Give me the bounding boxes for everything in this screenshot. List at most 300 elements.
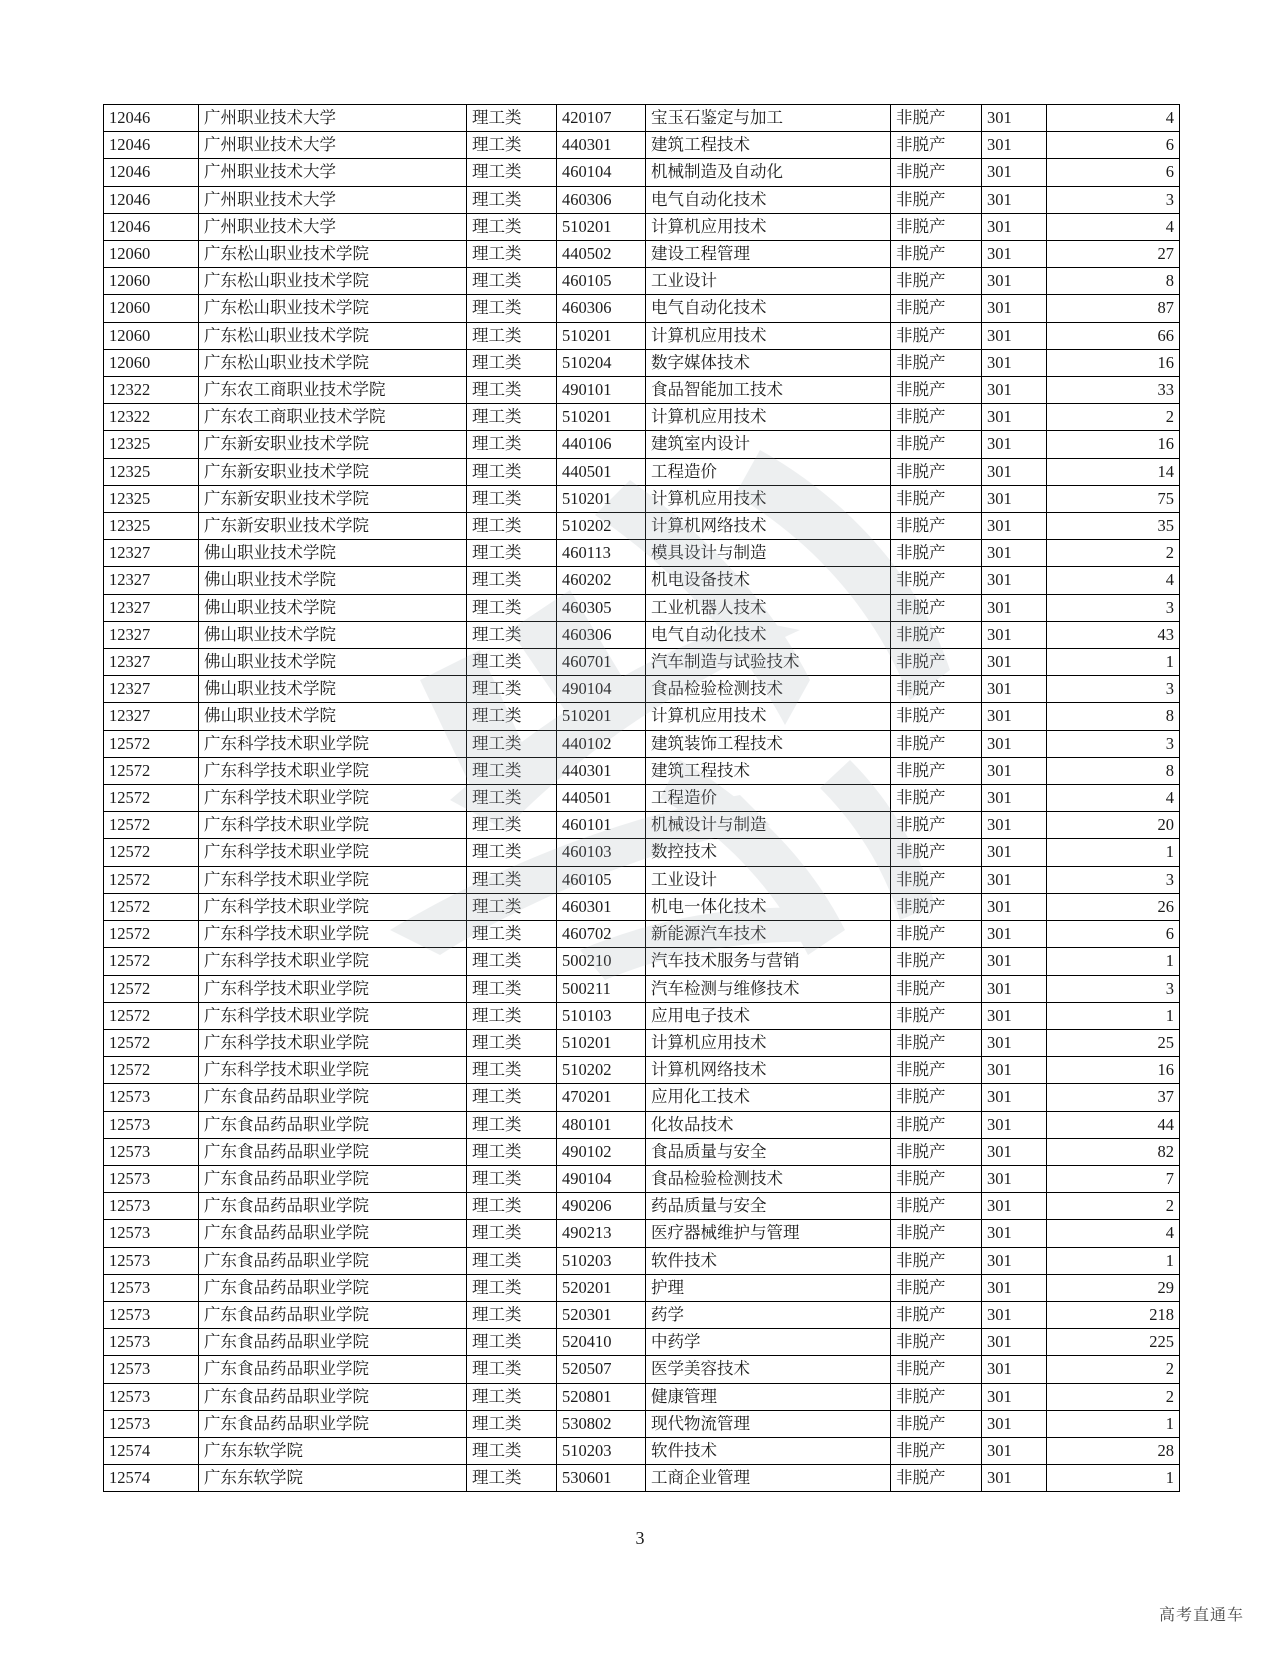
cell-plan-count: 8 [1047, 757, 1180, 784]
cell-plan-count: 27 [1047, 241, 1180, 268]
table-row [104, 377, 1180, 404]
table-row [104, 295, 1180, 322]
cell-study-mode: 非脱产 [891, 1084, 982, 1111]
cell-school-code: 12327 [104, 703, 199, 730]
table-row [104, 1383, 1180, 1410]
cell-batch: 301 [982, 621, 1047, 648]
cell-school-code: 12572 [104, 893, 199, 920]
cell-batch: 301 [982, 1329, 1047, 1356]
cell-school-name: 广东食品药品职业学院 [199, 1356, 467, 1383]
cell-batch: 301 [982, 377, 1047, 404]
cell-study-mode: 非脱产 [891, 839, 982, 866]
cell-school-name: 广州职业技术大学 [199, 186, 467, 213]
cell-major-code: 490213 [557, 1220, 646, 1247]
cell-school-name: 广东科学技术职业学院 [199, 812, 467, 839]
cell-batch: 301 [982, 1437, 1047, 1464]
cell-batch: 301 [982, 268, 1047, 295]
cell-batch: 301 [982, 921, 1047, 948]
cell-study-mode: 非脱产 [891, 322, 982, 349]
cell-school-code: 12060 [104, 349, 199, 376]
cell-major-name: 数控技术 [646, 839, 891, 866]
cell-batch: 301 [982, 866, 1047, 893]
cell-major-code: 520301 [557, 1301, 646, 1328]
cell-major-name: 软件技术 [646, 1247, 891, 1274]
cell-plan-count: 26 [1047, 893, 1180, 920]
cell-study-mode: 非脱产 [891, 1274, 982, 1301]
cell-plan-count: 1 [1047, 1465, 1180, 1492]
cell-plan-count: 2 [1047, 1383, 1180, 1410]
cell-plan-count: 8 [1047, 268, 1180, 295]
cell-study-mode: 非脱产 [891, 1410, 982, 1437]
cell-plan-count: 7 [1047, 1165, 1180, 1192]
cell-category: 理工类 [467, 1165, 557, 1192]
table-row [104, 975, 1180, 1002]
cell-study-mode: 非脱产 [891, 975, 982, 1002]
cell-school-code: 12572 [104, 757, 199, 784]
cell-school-name: 广东科学技术职业学院 [199, 975, 467, 1002]
cell-major-code: 500211 [557, 975, 646, 1002]
cell-batch: 301 [982, 186, 1047, 213]
cell-school-name: 广州职业技术大学 [199, 105, 467, 132]
cell-study-mode: 非脱产 [891, 349, 982, 376]
cell-major-name: 食品智能加工技术 [646, 377, 891, 404]
cell-category: 理工类 [467, 241, 557, 268]
cell-category: 理工类 [467, 1383, 557, 1410]
cell-batch: 301 [982, 839, 1047, 866]
cell-study-mode: 非脱产 [891, 295, 982, 322]
cell-study-mode: 非脱产 [891, 458, 982, 485]
cell-category: 理工类 [467, 1220, 557, 1247]
cell-plan-count: 16 [1047, 1057, 1180, 1084]
table-row [104, 213, 1180, 240]
cell-major-name: 工业设计 [646, 268, 891, 295]
cell-plan-count: 2 [1047, 1356, 1180, 1383]
cell-category: 理工类 [467, 105, 557, 132]
cell-major-name: 新能源汽车技术 [646, 921, 891, 948]
cell-batch: 301 [982, 594, 1047, 621]
cell-category: 理工类 [467, 676, 557, 703]
cell-plan-count: 3 [1047, 975, 1180, 1002]
cell-major-code: 460101 [557, 812, 646, 839]
cell-batch: 301 [982, 567, 1047, 594]
cell-school-name: 广东新安职业技术学院 [199, 513, 467, 540]
table-row [104, 921, 1180, 948]
table-row [104, 1247, 1180, 1274]
cell-major-code: 480101 [557, 1111, 646, 1138]
cell-major-name: 计算机应用技术 [646, 404, 891, 431]
table-row [104, 1084, 1180, 1111]
cell-school-name: 广东食品药品职业学院 [199, 1220, 467, 1247]
cell-major-code: 520201 [557, 1274, 646, 1301]
table-row [104, 513, 1180, 540]
cell-school-code: 12573 [104, 1329, 199, 1356]
table-row [104, 1057, 1180, 1084]
cell-study-mode: 非脱产 [891, 1111, 982, 1138]
cell-category: 理工类 [467, 268, 557, 295]
cell-plan-count: 6 [1047, 159, 1180, 186]
cell-school-code: 12572 [104, 730, 199, 757]
table-row [104, 1029, 1180, 1056]
cell-study-mode: 非脱产 [891, 1165, 982, 1192]
cell-school-code: 12572 [104, 975, 199, 1002]
cell-category: 理工类 [467, 1274, 557, 1301]
cell-school-code: 12327 [104, 649, 199, 676]
cell-study-mode: 非脱产 [891, 866, 982, 893]
cell-school-name: 广东新安职业技术学院 [199, 431, 467, 458]
cell-major-name: 机械设计与制造 [646, 812, 891, 839]
cell-school-name: 广东食品药品职业学院 [199, 1084, 467, 1111]
cell-study-mode: 非脱产 [891, 893, 982, 920]
cell-major-code: 460305 [557, 594, 646, 621]
cell-school-name: 广东食品药品职业学院 [199, 1274, 467, 1301]
cell-school-code: 12573 [104, 1165, 199, 1192]
cell-plan-count: 1 [1047, 948, 1180, 975]
cell-study-mode: 非脱产 [891, 159, 982, 186]
cell-plan-count: 4 [1047, 213, 1180, 240]
cell-batch: 301 [982, 132, 1047, 159]
cell-study-mode: 非脱产 [891, 431, 982, 458]
cell-study-mode: 非脱产 [891, 621, 982, 648]
cell-school-name: 广东食品药品职业学院 [199, 1138, 467, 1165]
cell-batch: 301 [982, 404, 1047, 431]
table-row [104, 839, 1180, 866]
cell-plan-count: 4 [1047, 1220, 1180, 1247]
cell-plan-count: 87 [1047, 295, 1180, 322]
table-row [104, 1138, 1180, 1165]
cell-school-code: 12327 [104, 621, 199, 648]
cell-batch: 301 [982, 1111, 1047, 1138]
cell-major-name: 计算机网络技术 [646, 1057, 891, 1084]
cell-category: 理工类 [467, 1437, 557, 1464]
cell-school-code: 12060 [104, 241, 199, 268]
cell-school-code: 12325 [104, 431, 199, 458]
cell-school-code: 12572 [104, 839, 199, 866]
cell-school-code: 12327 [104, 540, 199, 567]
cell-category: 理工类 [467, 785, 557, 812]
cell-batch: 301 [982, 948, 1047, 975]
cell-category: 理工类 [467, 1410, 557, 1437]
cell-school-name: 广州职业技术大学 [199, 159, 467, 186]
cell-study-mode: 非脱产 [891, 812, 982, 839]
cell-school-name: 广东食品药品职业学院 [199, 1193, 467, 1220]
cell-major-name: 汽车制造与试验技术 [646, 649, 891, 676]
cell-school-code: 12046 [104, 132, 199, 159]
cell-major-code: 490102 [557, 1138, 646, 1165]
cell-batch: 301 [982, 785, 1047, 812]
table-row [104, 132, 1180, 159]
cell-batch: 301 [982, 322, 1047, 349]
cell-major-name: 现代物流管理 [646, 1410, 891, 1437]
cell-major-code: 520410 [557, 1329, 646, 1356]
cell-major-name: 工程造价 [646, 785, 891, 812]
cell-major-name: 中药学 [646, 1329, 891, 1356]
cell-school-name: 佛山职业技术学院 [199, 703, 467, 730]
cell-category: 理工类 [467, 649, 557, 676]
cell-study-mode: 非脱产 [891, 948, 982, 975]
cell-major-name: 医学美容技术 [646, 1356, 891, 1383]
cell-plan-count: 218 [1047, 1301, 1180, 1328]
cell-study-mode: 非脱产 [891, 540, 982, 567]
cell-major-name: 工商企业管理 [646, 1465, 891, 1492]
cell-batch: 301 [982, 1356, 1047, 1383]
cell-school-code: 12574 [104, 1465, 199, 1492]
admission-plan-table [103, 104, 1180, 1492]
table-row [104, 785, 1180, 812]
cell-major-name: 食品质量与安全 [646, 1138, 891, 1165]
cell-category: 理工类 [467, 1356, 557, 1383]
cell-study-mode: 非脱产 [891, 377, 982, 404]
cell-school-code: 12572 [104, 921, 199, 948]
cell-school-name: 广东松山职业技术学院 [199, 268, 467, 295]
cell-study-mode: 非脱产 [891, 213, 982, 240]
cell-major-code: 510201 [557, 213, 646, 240]
cell-major-code: 510201 [557, 404, 646, 431]
cell-major-code: 500210 [557, 948, 646, 975]
cell-school-name: 广东科学技术职业学院 [199, 948, 467, 975]
cell-batch: 301 [982, 1057, 1047, 1084]
cell-major-code: 510203 [557, 1247, 646, 1274]
cell-major-name: 软件技术 [646, 1437, 891, 1464]
brand-watermark-label: 高考直通车 [1158, 1607, 1244, 1624]
cell-category: 理工类 [467, 730, 557, 757]
cell-school-name: 广东食品药品职业学院 [199, 1111, 467, 1138]
cell-school-name: 广东新安职业技术学院 [199, 485, 467, 512]
cell-category: 理工类 [467, 757, 557, 784]
cell-category: 理工类 [467, 621, 557, 648]
cell-batch: 301 [982, 349, 1047, 376]
cell-major-name: 护理 [646, 1274, 891, 1301]
cell-school-code: 12572 [104, 812, 199, 839]
cell-major-name: 模具设计与制造 [646, 540, 891, 567]
cell-major-code: 470201 [557, 1084, 646, 1111]
cell-batch: 301 [982, 213, 1047, 240]
cell-study-mode: 非脱产 [891, 1356, 982, 1383]
cell-study-mode: 非脱产 [891, 1383, 982, 1410]
cell-major-name: 健康管理 [646, 1383, 891, 1410]
cell-major-name: 计算机应用技术 [646, 213, 891, 240]
cell-plan-count: 25 [1047, 1029, 1180, 1056]
cell-batch: 301 [982, 1029, 1047, 1056]
cell-school-code: 12060 [104, 268, 199, 295]
cell-category: 理工类 [467, 839, 557, 866]
cell-major-code: 520801 [557, 1383, 646, 1410]
cell-major-code: 510201 [557, 1029, 646, 1056]
cell-plan-count: 3 [1047, 676, 1180, 703]
cell-batch: 301 [982, 1247, 1047, 1274]
cell-major-code: 510202 [557, 513, 646, 540]
table-row [104, 676, 1180, 703]
table-row [104, 349, 1180, 376]
cell-major-code: 460105 [557, 268, 646, 295]
cell-major-name: 宝玉石鉴定与加工 [646, 105, 891, 132]
cell-major-name: 计算机应用技术 [646, 1029, 891, 1056]
cell-study-mode: 非脱产 [891, 567, 982, 594]
cell-major-code: 460202 [557, 567, 646, 594]
cell-plan-count: 2 [1047, 404, 1180, 431]
cell-plan-count: 4 [1047, 105, 1180, 132]
cell-batch: 301 [982, 649, 1047, 676]
cell-plan-count: 3 [1047, 594, 1180, 621]
cell-major-name: 建设工程管理 [646, 241, 891, 268]
cell-school-code: 12322 [104, 377, 199, 404]
cell-category: 理工类 [467, 975, 557, 1002]
table-row [104, 1437, 1180, 1464]
cell-school-code: 12060 [104, 322, 199, 349]
cell-school-code: 12573 [104, 1220, 199, 1247]
cell-major-code: 460701 [557, 649, 646, 676]
cell-category: 理工类 [467, 159, 557, 186]
table-row [104, 1356, 1180, 1383]
cell-batch: 301 [982, 1002, 1047, 1029]
table-row [104, 458, 1180, 485]
cell-major-code: 460113 [557, 540, 646, 567]
table-row [104, 241, 1180, 268]
cell-school-name: 广东科学技术职业学院 [199, 785, 467, 812]
cell-plan-count: 3 [1047, 866, 1180, 893]
cell-batch: 301 [982, 893, 1047, 920]
cell-study-mode: 非脱产 [891, 268, 982, 295]
cell-major-code: 440301 [557, 757, 646, 784]
cell-batch: 301 [982, 159, 1047, 186]
cell-major-code: 460306 [557, 621, 646, 648]
cell-school-name: 广东东软学院 [199, 1437, 467, 1464]
cell-major-code: 510201 [557, 703, 646, 730]
table-row [104, 567, 1180, 594]
cell-study-mode: 非脱产 [891, 1301, 982, 1328]
cell-major-name: 机械制造及自动化 [646, 159, 891, 186]
table-row [104, 1274, 1180, 1301]
cell-major-name: 建筑工程技术 [646, 757, 891, 784]
cell-category: 理工类 [467, 1465, 557, 1492]
cell-plan-count: 16 [1047, 431, 1180, 458]
cell-school-name: 佛山职业技术学院 [199, 621, 467, 648]
cell-plan-count: 82 [1047, 1138, 1180, 1165]
table-row [104, 1329, 1180, 1356]
cell-batch: 301 [982, 540, 1047, 567]
cell-major-code: 440501 [557, 785, 646, 812]
table-row [104, 1465, 1180, 1492]
cell-plan-count: 16 [1047, 349, 1180, 376]
cell-category: 理工类 [467, 1329, 557, 1356]
cell-major-name: 计算机应用技术 [646, 322, 891, 349]
cell-category: 理工类 [467, 513, 557, 540]
cell-school-code: 12573 [104, 1193, 199, 1220]
cell-category: 理工类 [467, 186, 557, 213]
table-row [104, 540, 1180, 567]
cell-plan-count: 28 [1047, 1437, 1180, 1464]
cell-category: 理工类 [467, 431, 557, 458]
cell-school-code: 12573 [104, 1084, 199, 1111]
cell-plan-count: 29 [1047, 1274, 1180, 1301]
cell-major-code: 490104 [557, 676, 646, 703]
cell-category: 理工类 [467, 1002, 557, 1029]
cell-study-mode: 非脱产 [891, 1138, 982, 1165]
cell-study-mode: 非脱产 [891, 105, 982, 132]
cell-major-name: 工程造价 [646, 458, 891, 485]
cell-major-code: 510204 [557, 349, 646, 376]
cell-major-code: 460301 [557, 893, 646, 920]
cell-school-code: 12046 [104, 105, 199, 132]
cell-major-code: 420107 [557, 105, 646, 132]
cell-category: 理工类 [467, 295, 557, 322]
cell-school-name: 广东科学技术职业学院 [199, 866, 467, 893]
cell-category: 理工类 [467, 377, 557, 404]
cell-major-name: 汽车检测与维修技术 [646, 975, 891, 1002]
cell-plan-count: 14 [1047, 458, 1180, 485]
cell-category: 理工类 [467, 322, 557, 349]
cell-batch: 301 [982, 295, 1047, 322]
cell-batch: 301 [982, 730, 1047, 757]
cell-major-code: 460103 [557, 839, 646, 866]
table-row [104, 649, 1180, 676]
cell-school-code: 12573 [104, 1138, 199, 1165]
cell-plan-count: 1 [1047, 1410, 1180, 1437]
cell-major-name: 机电一体化技术 [646, 893, 891, 920]
cell-plan-count: 1 [1047, 1247, 1180, 1274]
cell-batch: 301 [982, 1084, 1047, 1111]
page-number: 3 [635, 1528, 645, 1548]
cell-major-name: 应用化工技术 [646, 1084, 891, 1111]
cell-school-code: 12060 [104, 295, 199, 322]
cell-school-code: 12573 [104, 1274, 199, 1301]
cell-school-name: 广东食品药品职业学院 [199, 1329, 467, 1356]
cell-major-name: 食品检验检测技术 [646, 1165, 891, 1192]
table-row [104, 159, 1180, 186]
cell-major-code: 510201 [557, 485, 646, 512]
cell-major-code: 440301 [557, 132, 646, 159]
cell-school-code: 12046 [104, 186, 199, 213]
cell-plan-count: 66 [1047, 322, 1180, 349]
cell-major-code: 440502 [557, 241, 646, 268]
cell-school-name: 广东农工商职业技术学院 [199, 404, 467, 431]
cell-major-name: 药学 [646, 1301, 891, 1328]
cell-school-name: 广东科学技术职业学院 [199, 921, 467, 948]
cell-school-name: 广东新安职业技术学院 [199, 458, 467, 485]
table-row [104, 1002, 1180, 1029]
cell-plan-count: 33 [1047, 377, 1180, 404]
cell-school-name: 广东科学技术职业学院 [199, 893, 467, 920]
cell-school-name: 佛山职业技术学院 [199, 649, 467, 676]
cell-school-code: 12572 [104, 866, 199, 893]
cell-plan-count: 4 [1047, 785, 1180, 812]
cell-category: 理工类 [467, 349, 557, 376]
cell-study-mode: 非脱产 [891, 757, 982, 784]
cell-plan-count: 2 [1047, 540, 1180, 567]
cell-major-name: 电气自动化技术 [646, 295, 891, 322]
cell-major-code: 460702 [557, 921, 646, 948]
cell-school-code: 12325 [104, 458, 199, 485]
cell-study-mode: 非脱产 [891, 1437, 982, 1464]
cell-school-code: 12572 [104, 1029, 199, 1056]
table-row [104, 1410, 1180, 1437]
cell-study-mode: 非脱产 [891, 921, 982, 948]
cell-study-mode: 非脱产 [891, 186, 982, 213]
table-row [104, 730, 1180, 757]
cell-study-mode: 非脱产 [891, 1220, 982, 1247]
cell-category: 理工类 [467, 893, 557, 920]
cell-school-code: 12573 [104, 1410, 199, 1437]
cell-major-name: 药品质量与安全 [646, 1193, 891, 1220]
table-body [104, 105, 1180, 1492]
table-row [104, 948, 1180, 975]
cell-school-name: 广东科学技术职业学院 [199, 1057, 467, 1084]
cell-major-code: 520507 [557, 1356, 646, 1383]
cell-major-code: 460105 [557, 866, 646, 893]
cell-batch: 301 [982, 431, 1047, 458]
cell-school-name: 广东松山职业技术学院 [199, 295, 467, 322]
cell-school-name: 广东食品药品职业学院 [199, 1165, 467, 1192]
cell-study-mode: 非脱产 [891, 485, 982, 512]
